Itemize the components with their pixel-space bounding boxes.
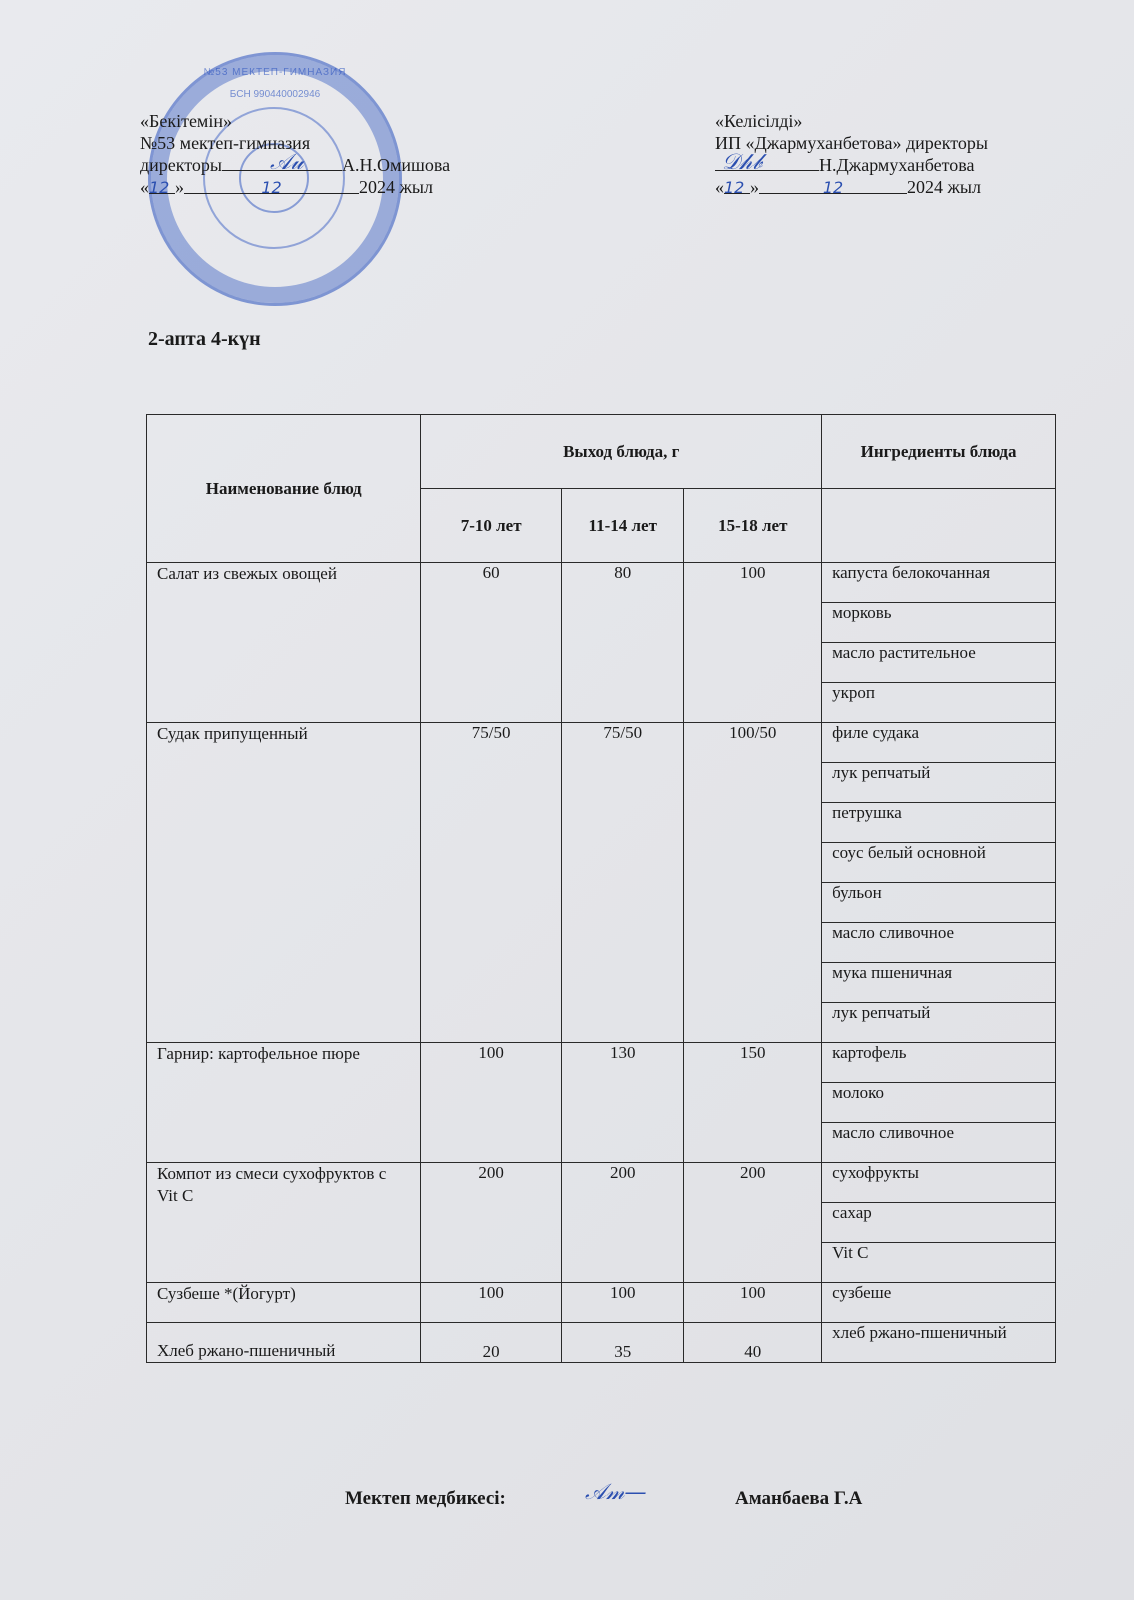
dish-name: Судак припущенный [147, 723, 421, 1043]
dish-name: Хлеб ржано-пшеничный [147, 1323, 421, 1363]
header-age-7-10: 7-10 лет [421, 489, 562, 563]
table-row [147, 723, 1056, 763]
ingredient: сахар [822, 1203, 1056, 1243]
dish-name: Сузбеше *(Йогурт) [147, 1283, 421, 1323]
ingredient: морковь [822, 603, 1056, 643]
yield-value: 200 [684, 1163, 822, 1283]
ingredient: масло сливочное [822, 1123, 1056, 1163]
date-year: 2024 жыл [907, 177, 982, 197]
date-month: 12 [184, 177, 359, 194]
page-title: 2-апта 4-күн [148, 328, 261, 350]
header-dish-name: Наименование блюд [147, 415, 421, 563]
table-row [147, 1283, 1056, 1323]
footer-name: Аманбаева Г.А [735, 1488, 863, 1509]
table-row [147, 1323, 1056, 1363]
yield-value: 100 [421, 1043, 562, 1163]
header-age-15-18: 15-18 лет [684, 489, 822, 563]
ingredient: лук репчатый [822, 763, 1056, 803]
menu-table [146, 414, 1056, 1363]
table-row [147, 563, 1056, 603]
ingredient: сузбеше [822, 1283, 1056, 1323]
yield-value: 150 [684, 1043, 822, 1163]
ingredient: сухофрукты [822, 1163, 1056, 1203]
yield-value: 40 [684, 1323, 822, 1363]
ingredient: хлеб ржано-пшеничный [822, 1323, 1056, 1363]
date-month: 12 [759, 177, 907, 194]
approval-org: №53 мектеп-гимназия [140, 133, 311, 153]
ingredient: масло сливочное [822, 923, 1056, 963]
approval-heading: «Келісілді» [715, 111, 803, 131]
approval-block-left: «Бекітемін» №53 мектеп-гимназия директоры А.Н.Омишова «12 » 12 2024 жыл [140, 111, 451, 197]
header-age-11-14: 11-14 лет [562, 489, 684, 563]
ingredient: лук репчатый [822, 1003, 1056, 1043]
ingredient: картофель [822, 1043, 1056, 1083]
signature-right-icon: 𝒟𝒽𝒷 [722, 150, 762, 175]
dish-name: Компот из смеси сухофруктов с Vit C [147, 1163, 421, 1283]
ingredient: масло растительное [822, 643, 1056, 683]
date-year: 2024 жыл [359, 177, 434, 197]
stamp-ring-text: №53 МЕКТЕП-ГИМНАЗИЯ [203, 67, 347, 78]
approval-role: директоры [140, 155, 223, 175]
signature-left-icon: 𝒜𝓊 [270, 150, 304, 175]
ingredient: укроп [822, 683, 1056, 723]
yield-value: 60 [421, 563, 562, 723]
signature-nurse-icon: 𝒜𝓂— [585, 1480, 647, 1505]
yield-value: 200 [562, 1163, 684, 1283]
ingredient: бульон [822, 883, 1056, 923]
footer-label: Мектеп медбикесі: [345, 1488, 506, 1509]
ingredient: соус белый основной [822, 843, 1056, 883]
yield-value: 35 [562, 1323, 684, 1363]
ingredient: мука пшеничная [822, 963, 1056, 1003]
yield-value: 100 [421, 1283, 562, 1323]
date-day: 12 [724, 177, 750, 194]
ingredient: Vit C [822, 1243, 1056, 1283]
table-row [147, 1163, 1056, 1203]
dish-name: Салат из свежых овощей [147, 563, 421, 723]
approval-block-right: «Келісілді» ИП «Джармуханбетова» директоры Н.Джармуханбетова «12 » 12 2024 жыл [715, 111, 989, 197]
approval-name: А.Н.Омишова [342, 155, 451, 175]
yield-value: 75/50 [562, 723, 684, 1043]
header-ingredients-empty [822, 489, 1056, 563]
yield-value: 200 [421, 1163, 562, 1283]
ingredient: филе судака [822, 723, 1056, 763]
dish-name: Гарнир: картофельное пюре [147, 1043, 421, 1163]
footer [345, 1480, 945, 1510]
stamp-bin: БСН 990440002946 [229, 89, 321, 100]
approval-heading: «Бекітемін» [140, 111, 232, 131]
header-yield: Выход блюда, г [421, 415, 822, 489]
yield-value: 100 [562, 1283, 684, 1323]
date-day: 12 [149, 177, 175, 194]
yield-value: 100 [684, 1283, 822, 1323]
yield-value: 100 [684, 563, 822, 723]
yield-value: 20 [421, 1323, 562, 1363]
yield-value: 100/50 [684, 723, 822, 1043]
yield-value: 75/50 [421, 723, 562, 1043]
ingredient: капуста белокочанная [822, 563, 1056, 603]
approval-name: Н.Джармуханбетова [819, 155, 975, 175]
approval-org: ИП «Джармуханбетова» директоры [715, 133, 989, 153]
ingredient: петрушка [822, 803, 1056, 843]
yield-value: 80 [562, 563, 684, 723]
yield-value: 130 [562, 1043, 684, 1163]
ingredient: молоко [822, 1083, 1056, 1123]
table-row [147, 1043, 1056, 1083]
header-ingredients: Ингредиенты блюда [822, 415, 1056, 489]
